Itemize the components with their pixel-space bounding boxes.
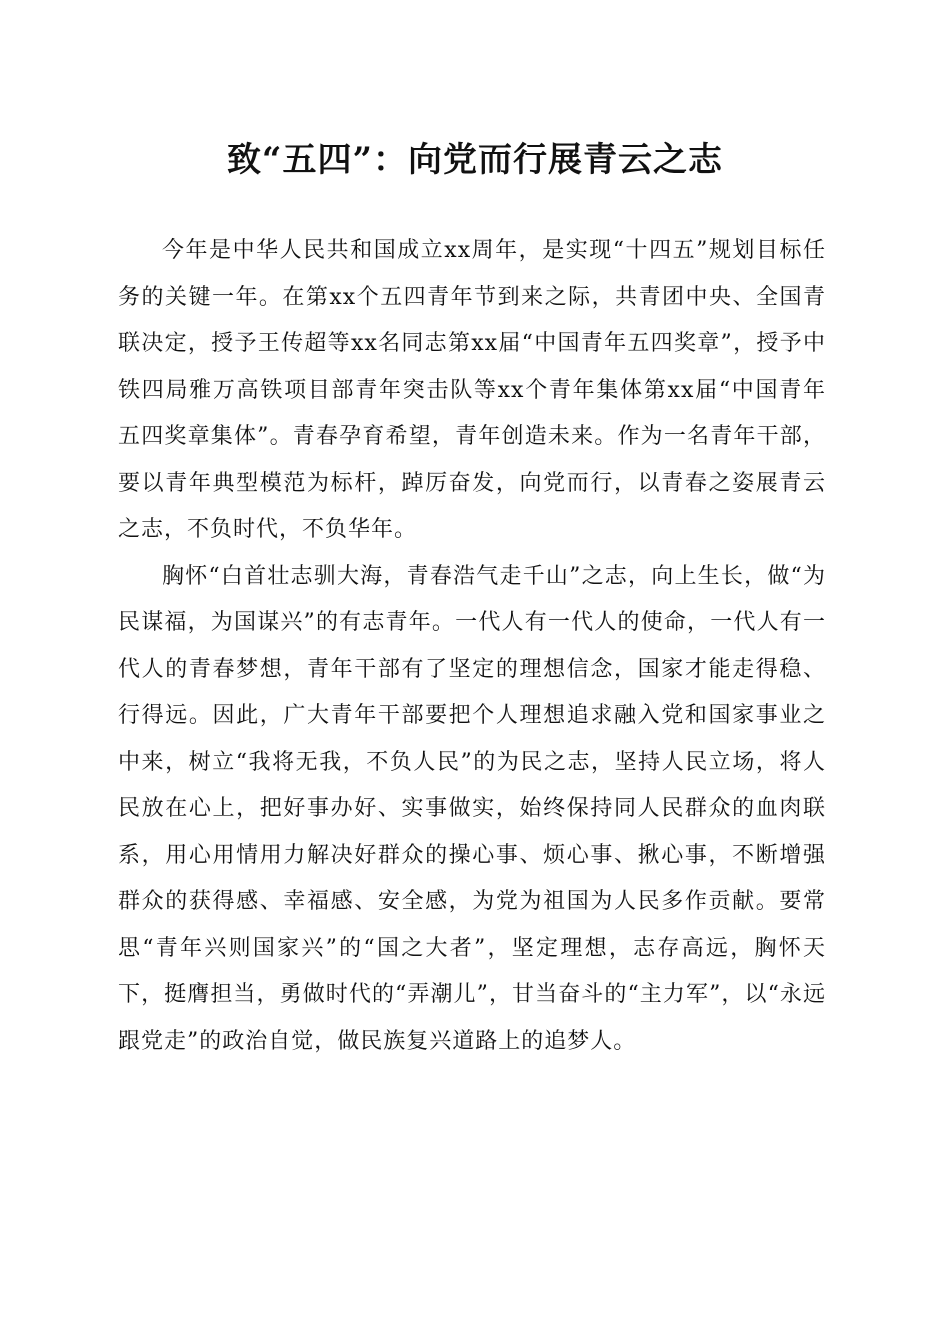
paragraph-2: 胸怀“白首壮志驯大海，青春浩气走千山”之志，向上生长，做“为民谋福，为国谋兴”的有志青年。一代人有一代人的使命，一代人有一代人的青春梦想，青年干部有了坚定的理想信念，国家才能走得稳、行得远。因此，广大青年干部要把个人理想追求融入党和国家事业之中来，树立“我将无我，不负人民”的为民之志，坚持人民立场，将人民放在心上，把好事办好、实事做实，始终保持同人民群众的血肉联系，用心用情用力解决好群众的操心事、烦心事、揪心事，不断增强群众的获得感、幸福感、安全感，为党为祖国为人民多作贡献。要常思“青年兴则国家兴”的“国之大者”，坚定理想，志存高远，胸怀天下，挺膺担当，勇做时代的“弄潮儿”，甘当奋斗的“主力军”，以“永远跟党走”的政治自觉，做民族复兴道路上的追梦人。 [118,563,826,1054]
document-body [118,228,826,1065]
paragraph-1: 今年是中华人民共和国成立xx周年，是实现“十四五”规划目标任务的关键一年。在第xx个五四青年节到来之际，共青团中央、全国青联决定，授予王传超等xx名同志第xx届“中国青年五四奖章”，授予中铁四局雅万高铁项目部青年突击队等xx个青年集体第xx届“中国青年五四奖章集体”。青春孕育希望，青年创造未来。作为一名青年干部，要以青年典型模范为标杆，踔厉奋发，向党而行，以青春之姿展青云之志，不负时代，不负华年。 [118,238,826,542]
document-title: 致“五四”：向党而行展青云之志 [226,140,724,180]
